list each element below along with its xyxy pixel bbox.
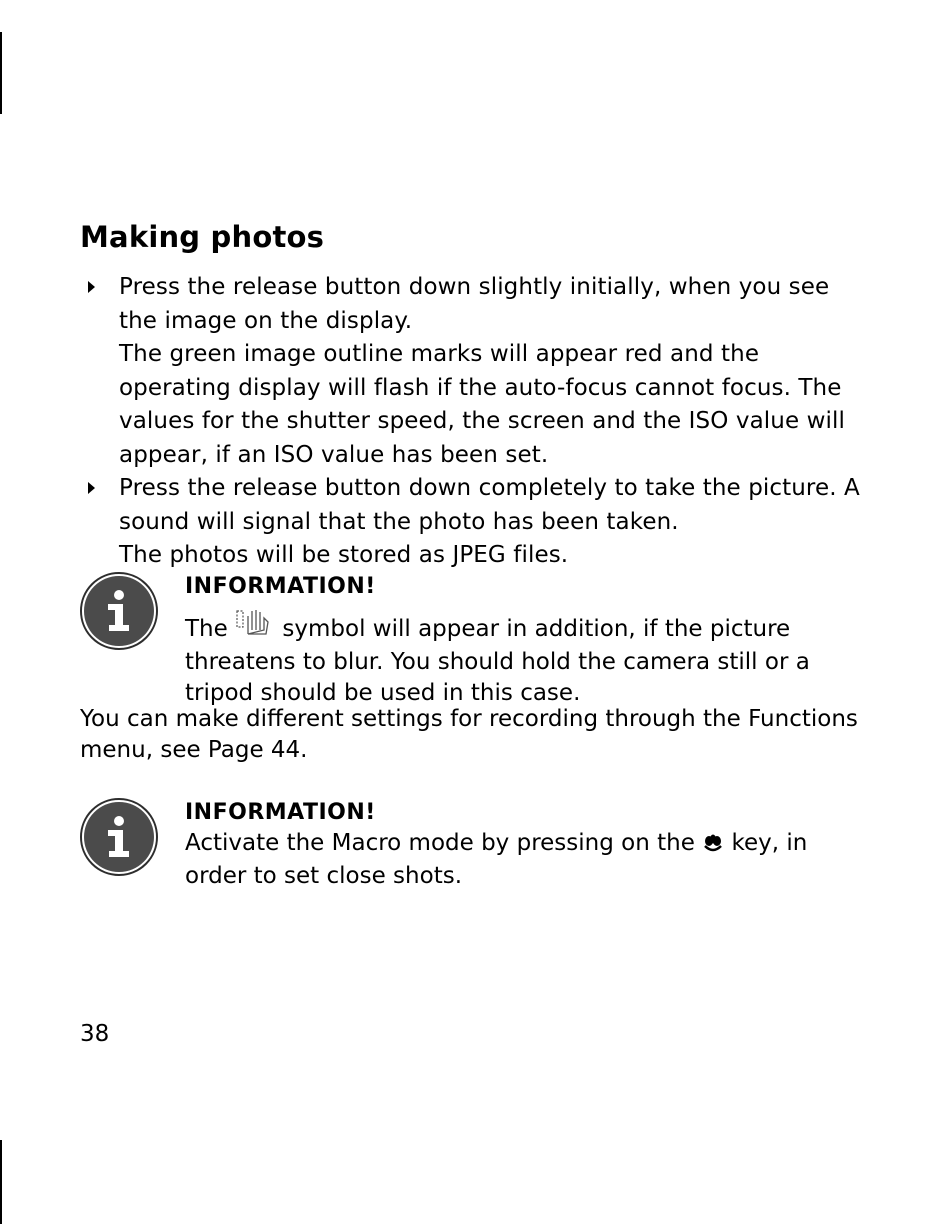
shake-warning-icon <box>235 608 275 647</box>
page-number: 38 <box>80 1021 110 1047</box>
information-text <box>185 608 840 709</box>
bullet-arrow-icon <box>88 482 95 494</box>
bullet-item-2-line-2: The photos will be stored as JPEG files. <box>119 542 569 568</box>
bullet-item-1-line-1: Press the release button down slightly initially, when you see the image on the display. <box>119 274 830 334</box>
information-box-2 <box>80 798 840 892</box>
information-title: INFORMATION! <box>185 800 376 825</box>
information-text <box>185 828 840 892</box>
bullet-item-1-line-2: The green image outline marks will appear red and the operating display will flash if the auto-focus cannot focus. The values for the shutter speed, the screen and the ISO value will appear, if an ISO value has been set. <box>119 341 845 468</box>
crop-mark-bottom <box>0 1140 2 1224</box>
bullet-item-1 <box>80 271 860 472</box>
information-text-before-icon: The <box>185 616 228 642</box>
information-icon <box>80 572 158 650</box>
bullet-item-2-line-1: Press the release button down completely to take the picture. A sound will signal that the photo has been taken. <box>119 475 860 535</box>
information-box-1 <box>80 572 840 709</box>
functions-menu-note: You can make different settings for recording through the Functions menu, see Page 44. <box>80 706 858 763</box>
information-text-before-icon: Activate the Macro mode by pressing on the <box>185 830 695 856</box>
information-text-after-icon: symbol will appear in addition, if the picture threatens to blur. You should hold the camera still or a tripod should be used in this case. <box>185 616 810 706</box>
crop-mark-top <box>0 32 2 114</box>
bullet-item-2-text <box>119 472 860 573</box>
macro-flower-icon <box>702 830 724 861</box>
bullet-item-2 <box>80 472 860 573</box>
bullet-item-1-text <box>119 271 860 472</box>
information-title: INFORMATION! <box>185 574 376 599</box>
information-text-after-icon: key, in order to set close shots. <box>185 830 808 889</box>
bullet-arrow-icon <box>88 281 95 293</box>
information-icon <box>80 798 158 876</box>
section-heading: Making photos <box>80 220 325 254</box>
